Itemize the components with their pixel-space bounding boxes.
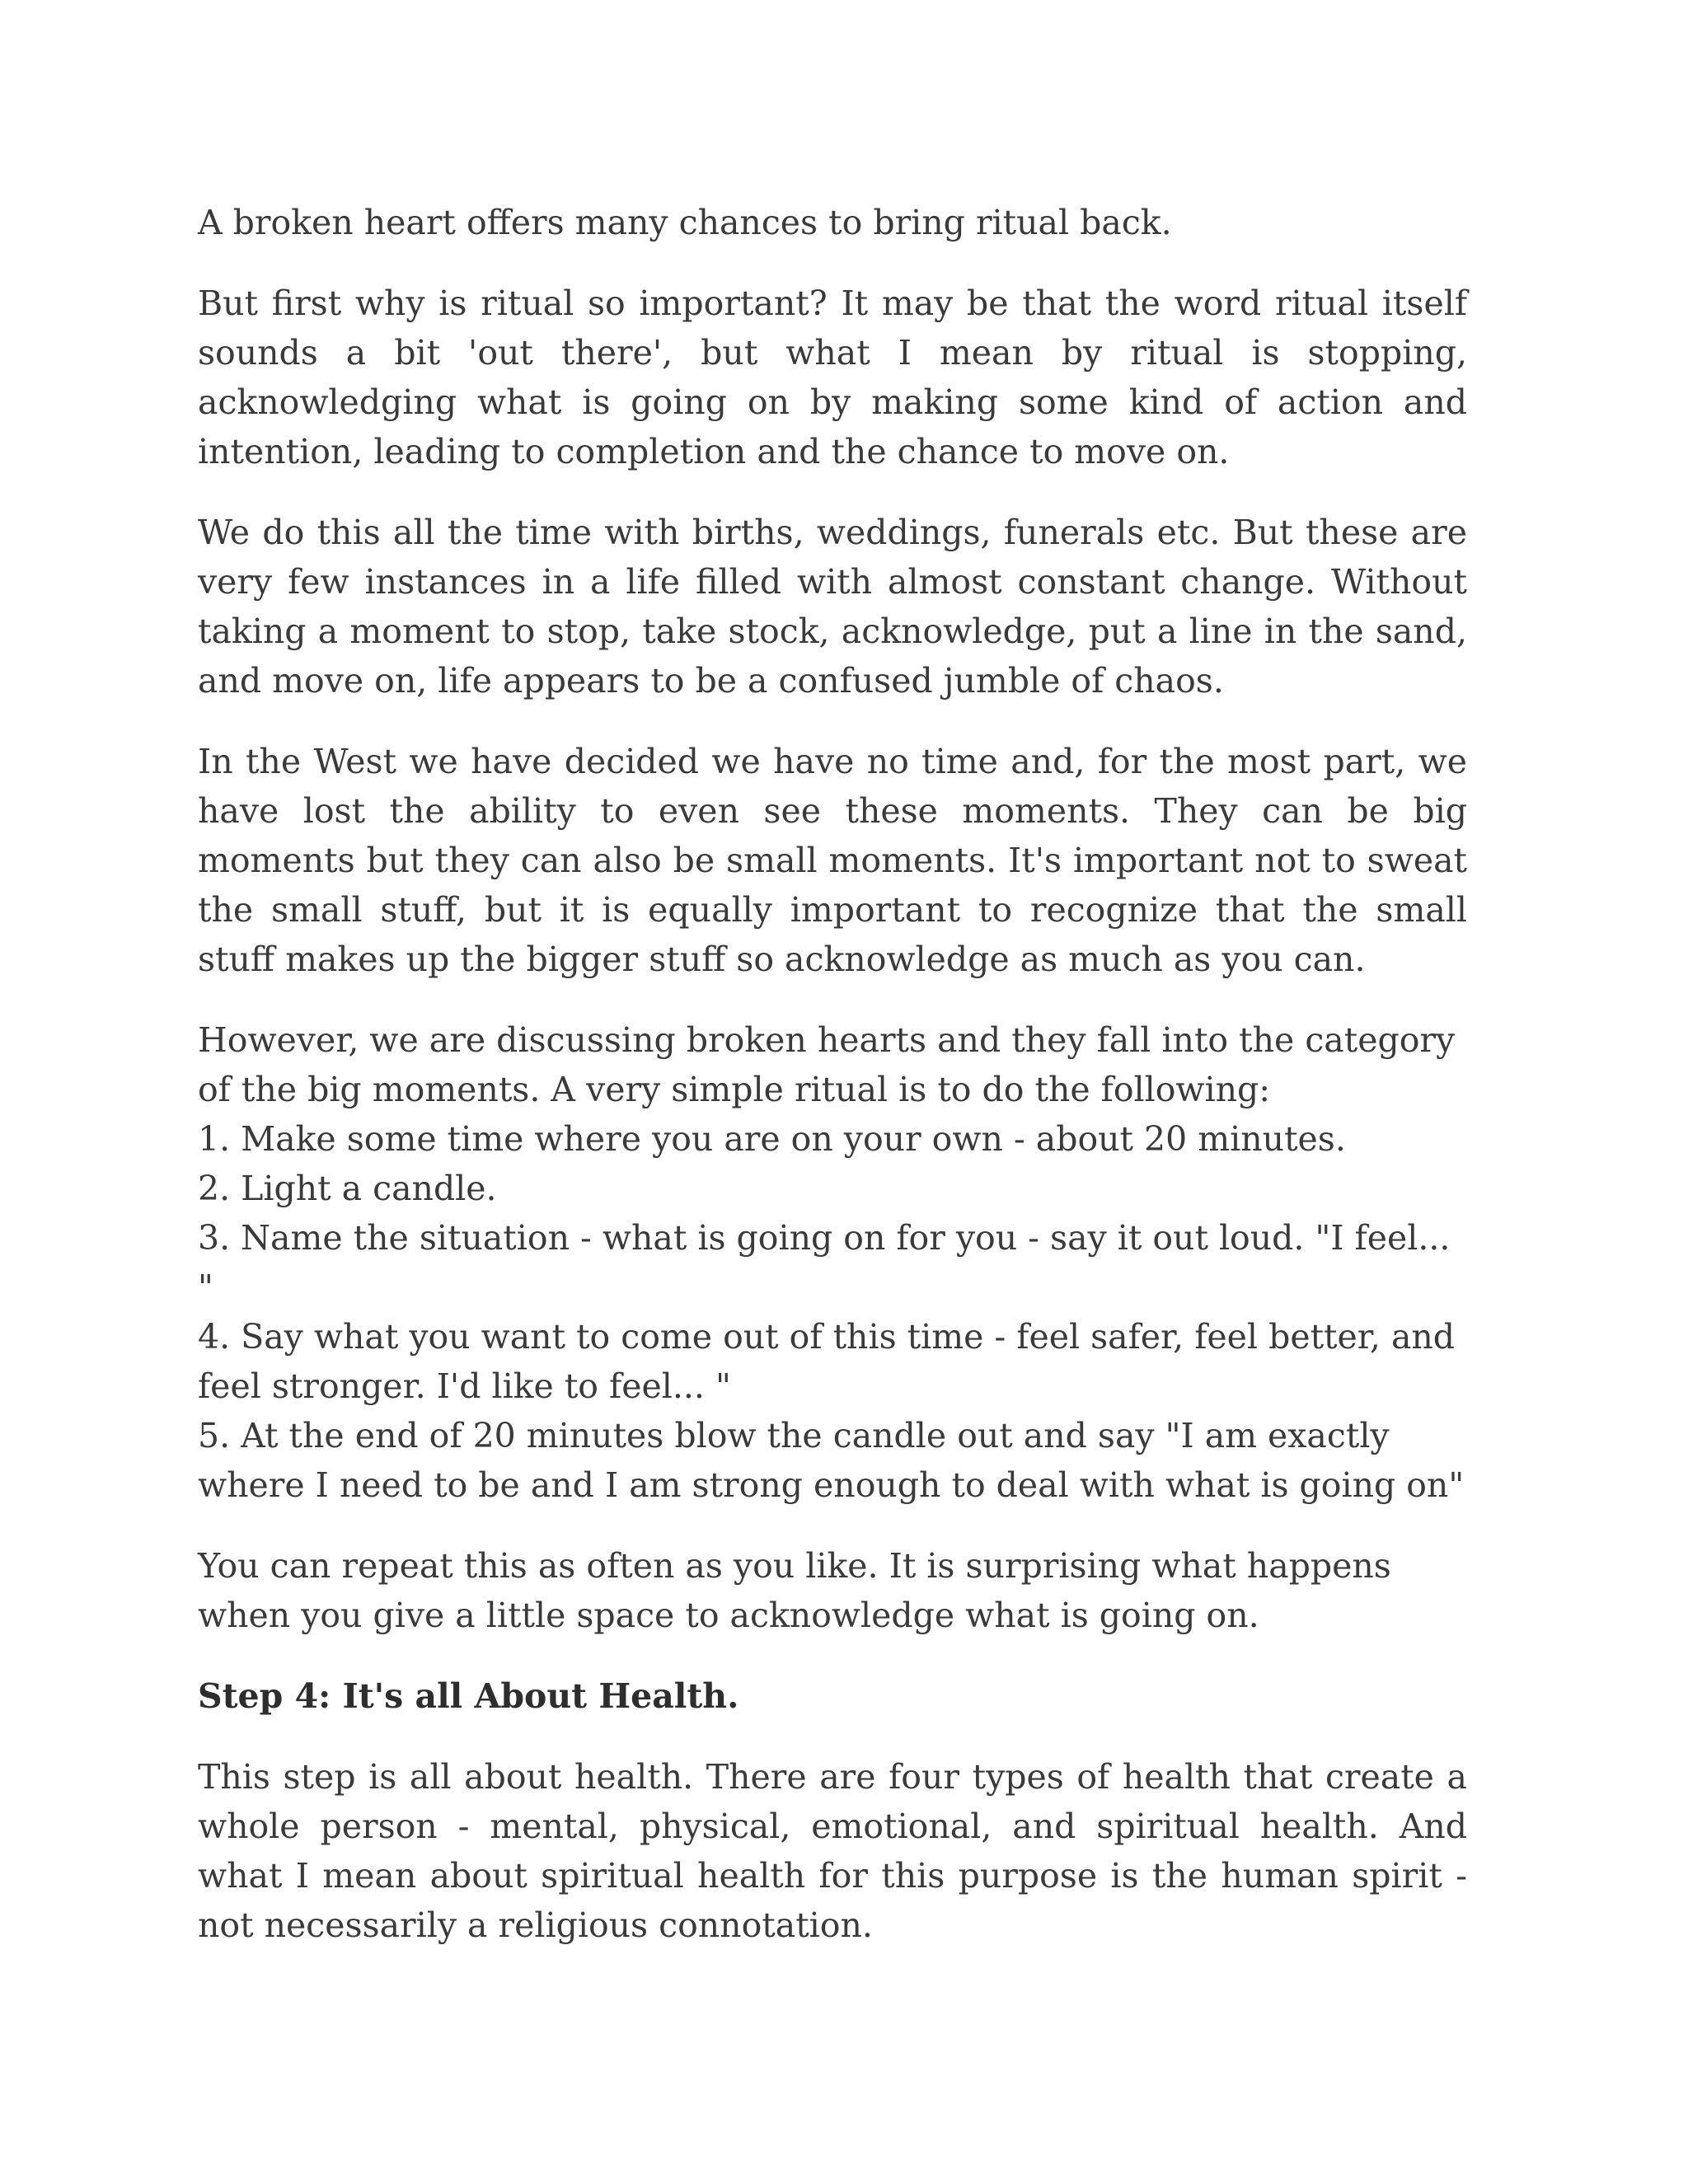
paragraph-west-moments: In the West we have decided we have no time and, for the most part, we have lost the ability to even see these moments. They can be big moments but they can also be small moments. It's important not to sweat the small stuff, but it is equally important to recognize that the small stuff makes up the bigger stuff so acknowledge as much as you can.: [198, 742, 1467, 979]
paragraph-broken-heart-intro: A broken heart offers many chances to bring ritual back.: [198, 203, 1172, 242]
ritual-step-3: 3. Name the situation - what is going on for you - say it out loud. "I feel... ": [198, 1218, 1451, 1307]
paragraph-why-ritual: But first why is ritual so important? It may be that the word ritual itself sounds a bit 'out there', but what I mean by ritual is stopping, acknowledging what is going on by making some kind of action and intention, leading to completion and the chance to move on.: [198, 284, 1467, 471]
ritual-step-5: 5. At the end of 20 minutes blow the candle out and say "I am exactly where I need to be and I am strong enough to deal with what is going on": [198, 1416, 1465, 1505]
ritual-section: [198, 1015, 1467, 1510]
section-heading-step-4: Step 4: It's all About Health.: [198, 1676, 739, 1716]
ritual-step-1: 1. Make some time where you are on your own - about 20 minutes.: [198, 1119, 1346, 1159]
ritual-step-4: 4. Say what you want to come out of this time - feel safer, feel better, and feel stronger. I'd like to feel... ": [198, 1317, 1456, 1406]
paragraph-repeat: You can repeat this as often as you like. It is surprising what happens when you give a little space to acknowledge what is going on.: [198, 1546, 1391, 1635]
paragraph-ritual-intro: However, we are discussing broken hearts and they fall into the category of the big moments. A very simple ritual is to do the following:: [198, 1020, 1456, 1109]
paragraph-life-events: We do this all the time with births, weddings, funerals etc. But these are very few instances in a life filled with almost constant change. Without taking a moment to stop, take stock, acknowledge, put a line in the sand, and move on, life appears to be a confused jumble of chaos.: [198, 513, 1467, 701]
paragraph-health-types: This step is all about health. There are four types of health that create a whole person - mental, physical, emotional, and spiritual health. And what I mean about spiritual health for this purpose is the human spirit - not necessarily a religious connotation.: [198, 1757, 1467, 1945]
ritual-step-2: 2. Light a candle.: [198, 1169, 497, 1208]
document-body: [198, 198, 1467, 1981]
